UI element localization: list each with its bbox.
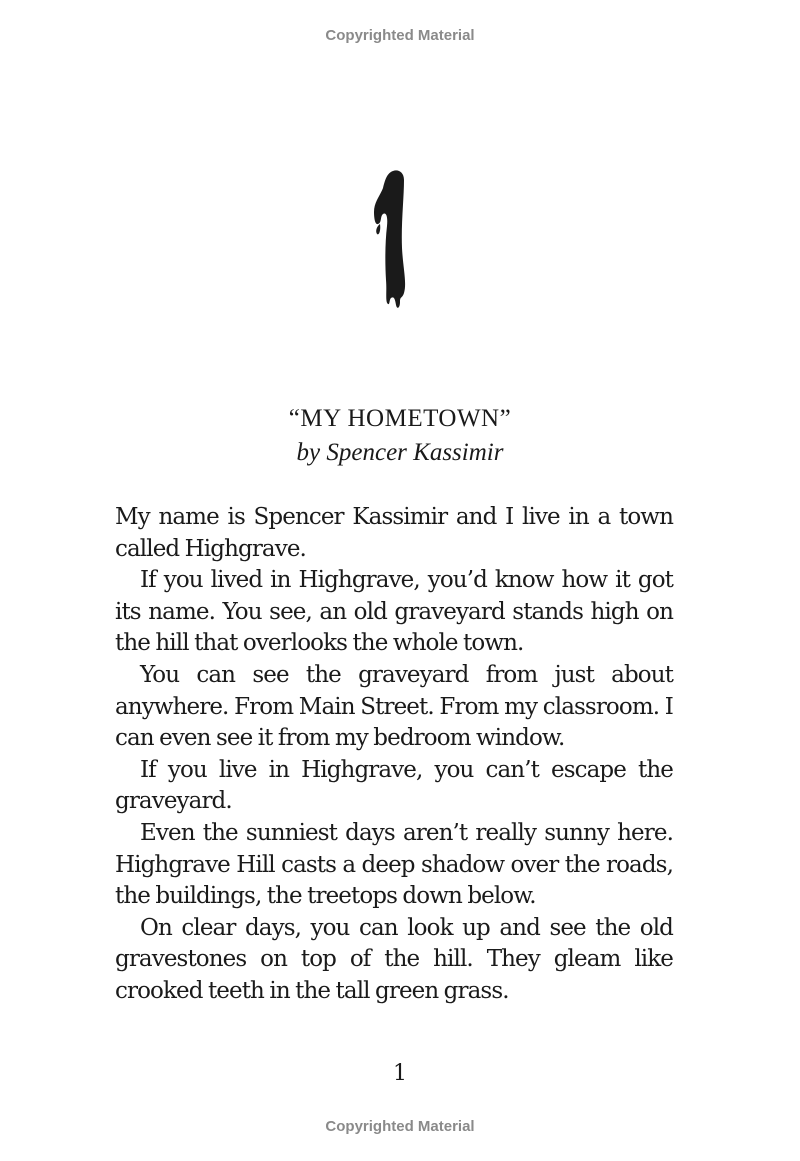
chapter-byline: by Spencer Kassimir [296,439,504,466]
paragraph: My name is Spencer Kassimir and I live in a town called Highgrave. [115,504,673,562]
chapter-body [115,502,673,1008]
page-number: 1 [393,1061,407,1086]
paragraph: If you live in Highgrave, you can’t escape the graveyard. [115,756,673,815]
chapter-number-dripping-one [360,168,420,313]
paragraph: You can see the graveyard from just about anywhere. From Main Street. From my classroom. I can even see it from my bedroom window. [115,661,673,752]
dripping-numeral-one-icon [374,170,405,307]
paragraph: On clear days, you can look up and see the old gravestones on top of the hill. They gleam like crooked teeth in the tall green grass. [115,914,673,1004]
copyright-watermark-bottom: Copyrighted Material [325,1118,475,1135]
paragraph: If you lived in Highgrave, you’d know how it got its name. You see, an old graveyard stands high on the hill that overlooks the whole town. [115,567,673,657]
chapter-title: “MY HOMETOWN” [288,405,512,432]
copyright-watermark-top: Copyrighted Material [325,27,475,44]
paragraph: Even the sunniest days aren’t really sunny here. Highgrave Hill casts a deep shadow over the roads, the buildings, the treetops down below. [115,819,673,910]
